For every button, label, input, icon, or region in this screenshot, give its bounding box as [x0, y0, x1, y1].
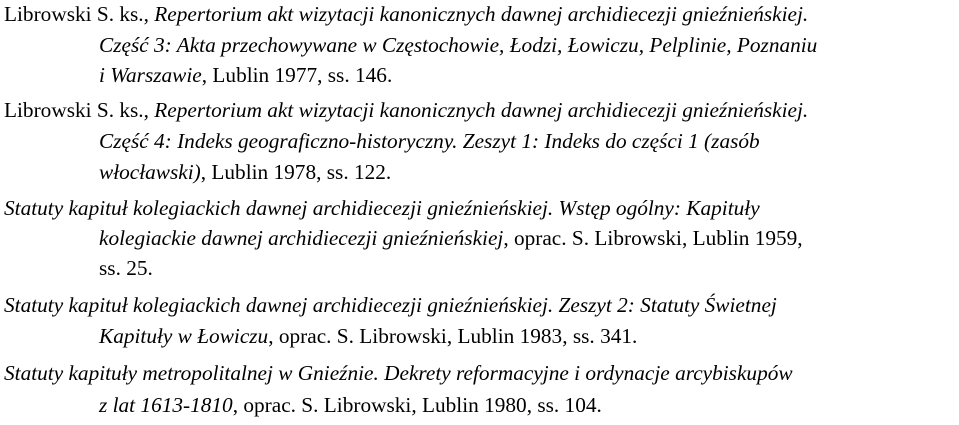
entry-publication-info: , oprac. S. Librowski, Lublin 1983, ss. 341.	[268, 324, 638, 348]
entry-author: Librowski S. ks.	[4, 98, 144, 122]
entry-publication-info: ss. 25.	[99, 256, 153, 280]
entry-line	[4, 0, 808, 29]
entry-separator: ,	[143, 98, 155, 122]
entry-line	[99, 60, 392, 90]
entry-title: Repertorium akt wizytacji kanonicznych dawnej archidiecezji gnieźnieńskiej.	[154, 98, 809, 122]
entry-title: Repertorium akt wizytacji kanonicznych dawnej archidiecezji gnieźnieńskiej.	[154, 2, 809, 26]
entry-line	[99, 390, 602, 420]
entry-publication-info: , oprac. S. Librowski, Lublin 1959,	[503, 226, 803, 250]
entry-line	[4, 290, 777, 320]
entry-title: Statuty kapituł kolegiackich dawnej archidiecezji gnieźnieńskiej. Wstęp ogólny: Kapituły	[4, 196, 760, 220]
entry-publication-info: , Lublin 1978, ss. 122.	[200, 160, 392, 184]
entry-separator: ,	[143, 2, 155, 26]
entry-title: Statuty kapituły metropolitalnej w Gnieźnie. Dekrety reformacyjne i ordynacje arcybiskupów	[4, 361, 793, 385]
entry-title: z lat 1613-1810	[99, 393, 233, 417]
entry-line	[99, 126, 760, 156]
entry-title: Kapituły w Łowiczu	[99, 324, 269, 348]
entry-title: i Warszawie	[99, 63, 202, 87]
entry-publication-info: , oprac. S. Librowski, Lublin 1980, ss. 104.	[232, 393, 602, 417]
entry-line	[99, 321, 637, 351]
entry-title: Statuty kapituł kolegiackich dawnej archidiecezji gnieźnieńskiej. Zeszyt 2: Statuty Świetnej	[4, 293, 777, 317]
entry-line	[4, 358, 793, 388]
entry-line	[99, 253, 153, 283]
entry-line	[99, 157, 391, 187]
entry-title: Część 3: Akta przechowywane w Częstochowie, Łodzi, Łowiczu, Pelplinie, Poznaniu	[99, 33, 818, 57]
entry-title: Część 4: Indeks geograficzno-historyczny. Zeszyt 1: Indeks do części 1 (zasób	[99, 129, 760, 153]
entry-publication-info: , Lublin 1977, ss. 146.	[201, 63, 393, 87]
entry-title: włocławski)	[99, 160, 201, 184]
entry-title: kolegiackie dawnej archidiecezji gnieźnieńskiej	[99, 226, 504, 250]
entry-line	[99, 30, 817, 60]
entry-author: Librowski S. ks.	[4, 2, 144, 26]
entry-line	[4, 95, 808, 125]
entry-line	[99, 223, 803, 253]
entry-line	[4, 193, 760, 223]
